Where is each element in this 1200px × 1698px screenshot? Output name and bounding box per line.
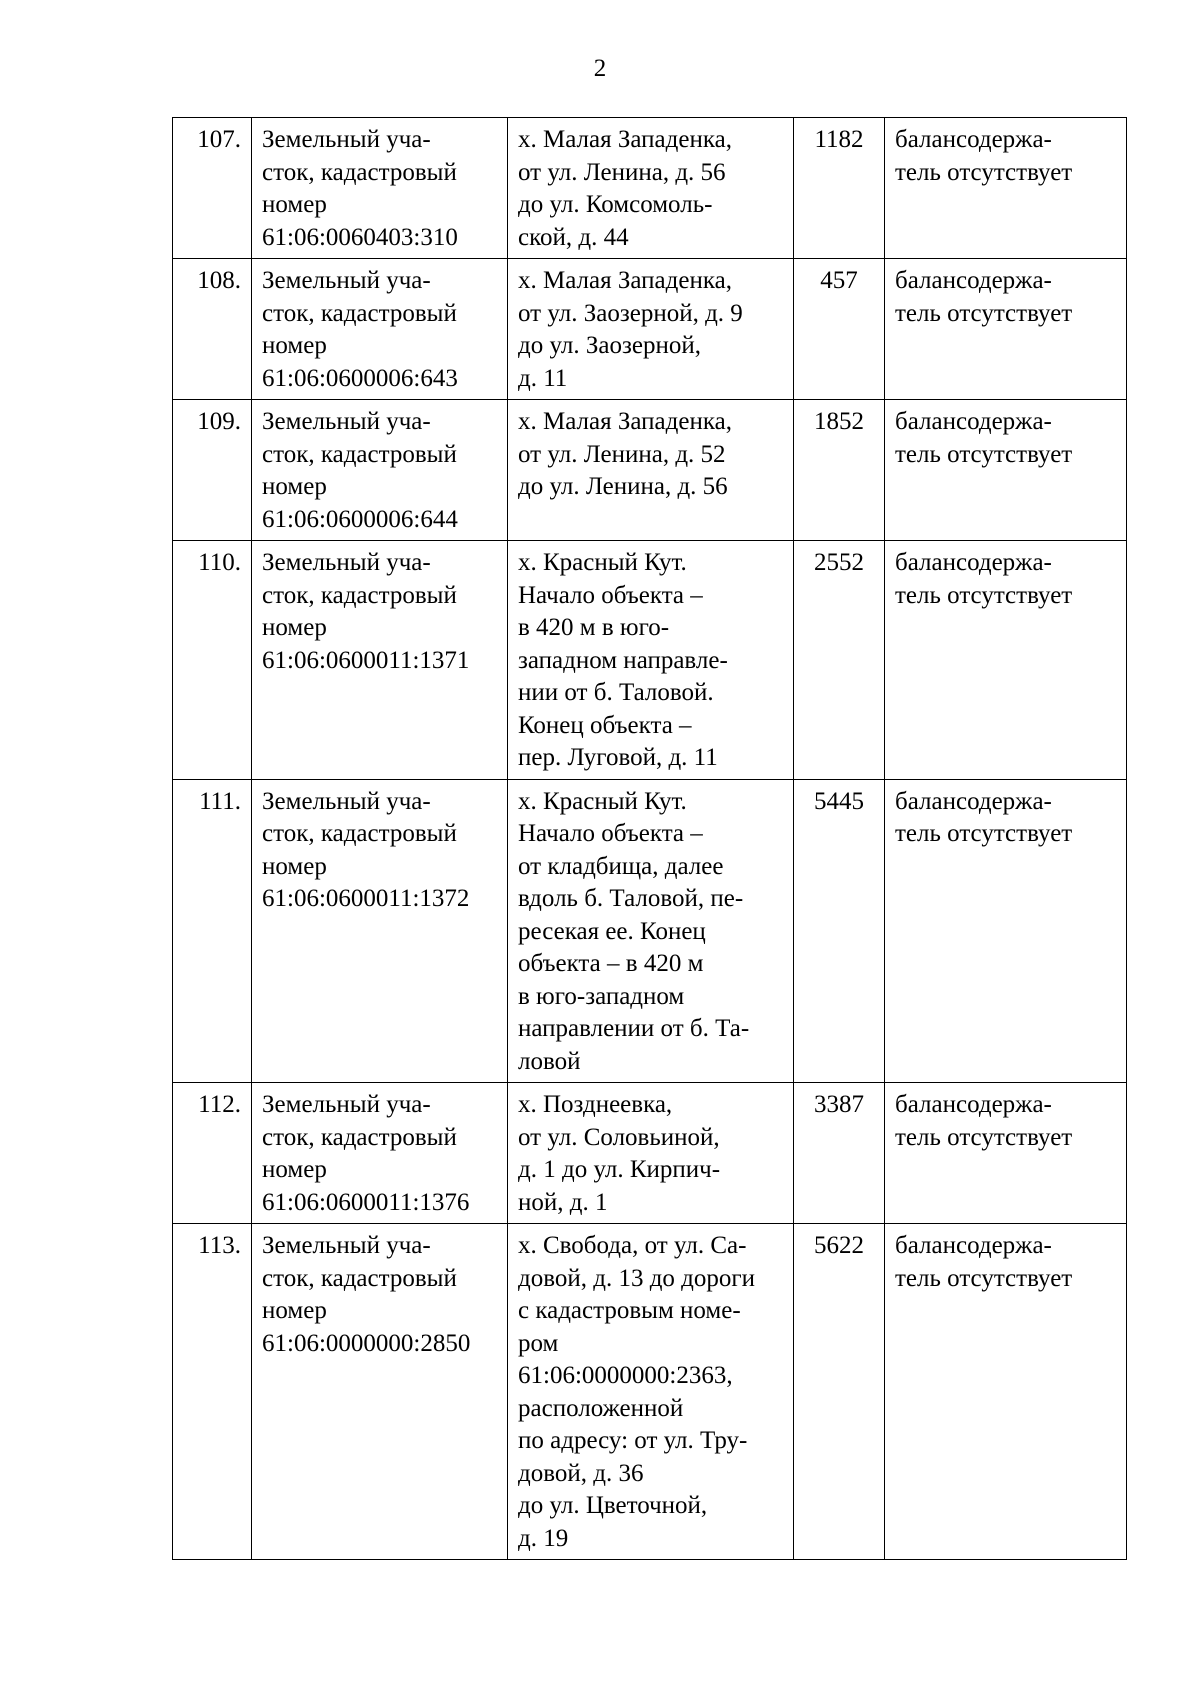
object-name-cell [252,541,508,780]
area-cell [794,1224,885,1560]
holder-line: балансодержа- [895,408,1052,435]
address-line: х. Красный Кут. [518,787,687,815]
holder-cell [885,400,1127,541]
object-name-line: номер [262,191,327,218]
table-body [173,118,1127,1560]
row-number: 107. [197,126,241,153]
row-number: 110. [198,549,241,576]
holder-line: тель отсутствует [895,1123,1073,1151]
address-line: западном направле- [518,646,728,674]
holder-cell [885,259,1127,400]
object-name-line: сток, кадастровый [262,1264,457,1292]
object-name-line: 61:06:0600006:643 [262,364,458,392]
row-number-cell [173,541,252,780]
address-line: пер. Луговой, д. 11 [518,744,718,771]
area-cell [794,259,885,400]
holder-cell [885,118,1127,259]
area-value: 1852 [814,408,864,435]
area-value: 457 [820,267,858,294]
object-name-cell [252,259,508,400]
address-line: нии от б. Таловой. [518,679,714,706]
object-name-line: Земельный уча- [262,126,431,153]
area-cell [794,1083,885,1224]
row-number: 111. [199,787,241,815]
object-name-line: Земельный уча- [262,408,431,435]
address-cell [508,259,794,400]
address-line: до ул. Комсомоль- [518,191,713,218]
row-number: 109. [197,408,241,435]
address-cell [508,1083,794,1224]
object-name-cell [252,779,508,1083]
address-line: д. 1 до ул. Кирпич- [518,1156,721,1183]
address-line: объекта – в 420 м [518,950,704,977]
object-name-line: сток, кадастровый [262,158,457,186]
address-line: ром [518,1329,559,1357]
object-name-line: номер [262,473,327,500]
address-line: от кладбища, далее [518,852,724,880]
address-cell [508,1224,794,1560]
address-line: по адресу: от ул. Тру- [518,1427,748,1454]
area-value: 5445 [814,787,864,815]
holder-line: балансодержа- [895,126,1052,153]
area-cell [794,400,885,541]
object-name-line: Земельный уча- [262,549,431,576]
holder-line: тель отсутствует [895,440,1073,468]
table-row [173,1083,1127,1224]
row-number-cell [173,1083,252,1224]
address-line: ской, д. 44 [518,223,629,251]
area-value: 3387 [814,1091,864,1118]
object-name-line: Земельный уча- [262,1091,431,1118]
object-name-line: 61:06:0600011:1371 [262,646,470,674]
address-line: вдоль б. Таловой, пе- [518,885,744,912]
address-cell [508,541,794,780]
address-line: ловой [518,1047,581,1075]
address-line: х. Малая Западенка, [518,408,732,435]
row-number-cell [173,400,252,541]
area-cell [794,541,885,780]
row-number: 108. [197,267,241,294]
table-row [173,541,1127,780]
object-name-line: Земельный уча- [262,787,431,815]
address-line: Начало объекта – [518,581,703,609]
object-name-line: 61:06:0060403:310 [262,223,458,251]
address-line: ресекая ее. Конец [518,917,706,945]
address-line: х. Малая Западенка, [518,267,732,294]
object-name-line: сток, кадастровый [262,820,457,847]
table-row [173,118,1127,259]
address-line: от ул. Ленина, д. 56 [518,158,726,186]
area-cell [794,779,885,1083]
page-number: 2 [593,55,607,82]
object-name-line: номер [262,332,327,359]
object-name-line: Земельный уча- [262,1232,431,1259]
address-line: Начало объекта – [518,820,703,847]
object-name-line: 61:06:0600011:1376 [262,1188,470,1216]
row-number-cell [173,1224,252,1560]
holder-line: тель отсутствует [895,820,1073,847]
row-number-cell [173,779,252,1083]
object-name-line: номер [262,1156,327,1183]
holder-line: балансодержа- [895,549,1052,576]
table-row [173,1224,1127,1560]
object-name-line: 61:06:0600011:1372 [262,885,470,912]
address-line: довой, д. 13 до дороги [518,1264,756,1292]
address-line: от ул. Соловьиной, [518,1123,720,1151]
object-name-line: 61:06:0000000:2850 [262,1329,471,1357]
address-line: д. 19 [518,1524,569,1552]
holder-line: тель отсутствует [895,581,1073,609]
row-number-cell [173,118,252,259]
holder-line: балансодержа- [895,1232,1052,1259]
object-name-line: 61:06:0600006:644 [262,505,458,533]
address-line: от ул. Заозерной, д. 9 [518,299,743,327]
object-name-line: номер [262,1297,327,1324]
address-line: в 420 м в юго- [518,614,670,641]
holder-cell [885,779,1127,1083]
object-name-cell [252,1083,508,1224]
row-number: 113. [198,1232,241,1259]
object-name-cell [252,1224,508,1560]
address-line: ной, д. 1 [518,1188,608,1216]
area-value: 5622 [814,1232,864,1259]
address-line: от ул. Ленина, д. 52 [518,440,726,468]
object-name-line: сток, кадастровый [262,1123,457,1151]
address-line: 61:06:0000000:2363, [518,1362,733,1389]
address-line: довой, д. 36 [518,1459,644,1487]
address-line: до ул. Цветочной, [518,1492,708,1519]
area-cell [794,118,885,259]
address-line: до ул. Заозерной, [518,332,701,359]
object-name-line: сток, кадастровый [262,299,457,327]
address-line: Конец объекта – [518,711,692,739]
address-line: х. Красный Кут. [518,549,687,576]
object-name-line: номер [262,852,327,880]
area-value: 2552 [814,549,864,576]
object-name-line: номер [262,614,327,641]
row-number-cell [173,259,252,400]
row-number: 112. [198,1091,241,1118]
address-line: х. Малая Западенка, [518,126,732,153]
object-name-line: сток, кадастровый [262,581,457,609]
address-line: х. Позднеевка, [518,1091,673,1118]
table-row [173,779,1127,1083]
address-line: х. Свобода, от ул. Са- [518,1232,747,1259]
object-name-cell [252,118,508,259]
holder-line: тель отсутствует [895,1264,1073,1292]
holder-cell [885,1224,1127,1560]
object-name-cell [252,400,508,541]
address-cell [508,118,794,259]
holder-line: тель отсутствует [895,299,1073,327]
address-line: до ул. Ленина, д. 56 [518,473,728,500]
table-row [173,400,1127,541]
object-name-line: Земельный уча- [262,267,431,294]
holder-line: балансодержа- [895,1091,1052,1118]
address-line: д. 11 [518,364,568,392]
address-line: с кадастровым номе- [518,1297,741,1324]
holder-line: тель отсутствует [895,158,1073,186]
address-line: в юго-западном [518,982,685,1010]
address-cell [508,400,794,541]
address-line: направлении от б. Та- [518,1015,750,1042]
holder-cell [885,541,1127,780]
area-value: 1182 [814,126,864,153]
address-cell [508,779,794,1083]
holder-line: балансодержа- [895,787,1052,815]
land-plots-table [172,117,1127,1560]
table-row [173,259,1127,400]
address-line: расположенной [518,1394,684,1422]
object-name-line: сток, кадастровый [262,440,457,468]
holder-line: балансодержа- [895,267,1052,294]
holder-cell [885,1083,1127,1224]
